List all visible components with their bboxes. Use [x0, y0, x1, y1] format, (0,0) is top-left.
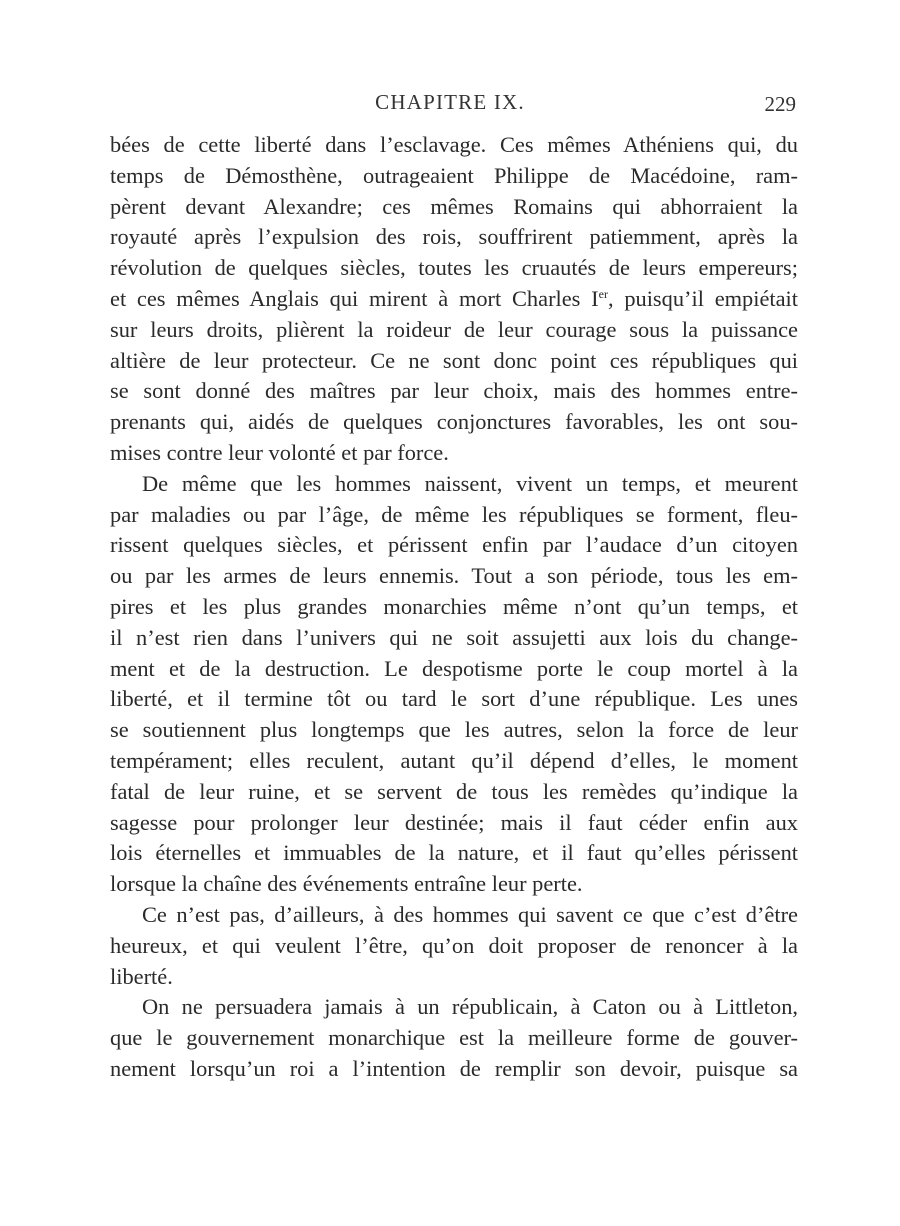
text-line: nement lorsqu’un roi a l’intention de remplir son devoir, puisque sa: [110, 1055, 798, 1081]
chapter-title: CHAPITRE IX.: [375, 90, 525, 114]
text-line: que le gouvernement monarchique est la meilleure forme de gouver-: [110, 1025, 798, 1051]
text-line: bées de cette liberté dans l’esclavage. Ces mêmes Athéniens qui, du: [110, 132, 798, 157]
text-line: heureux, et qui veulent l’être, qu’on doit proposer de renoncer à la: [110, 932, 798, 958]
paragraph-1: [110, 130, 798, 469]
text-line: pires et les plus grandes monarchies même n’ont qu’un temps, et: [110, 593, 798, 619]
text-line: lorsque la chaîne des événements entraîne leur perte.: [110, 871, 583, 897]
text-line: On ne persuadera jamais à un républicain, à Caton ou à Littleton,: [142, 994, 798, 1020]
text-line: temps de Démosthène, outrageaient Philippe de Macédoine, ram-: [110, 162, 798, 188]
ordinal-superscript: er: [598, 286, 608, 301]
text-line: Ce n’est pas, d’ailleurs, à des hommes qui savent ce que c’est d’être: [142, 901, 798, 927]
text-line: rissent quelques siècles, et périssent enfin par l’audace d’un citoyen: [110, 532, 798, 558]
text-line: fatal de leur ruine, et se servent de tous les remèdes qu’indique la: [110, 778, 798, 804]
text-line: se sont donné des maîtres par leur choix, mais des hommes entre-: [110, 378, 798, 404]
text-line: il n’est rien dans l’univers qui ne soit assujetti aux lois du change-: [110, 624, 798, 650]
text-line: par maladies ou par l’âge, de même les républiques se forment, fleu-: [110, 501, 798, 527]
text-line: sur leurs droits, plièrent la roideur de leur courage sous la puissance: [110, 316, 798, 342]
paragraph-2: [110, 469, 798, 900]
text-line: prenants qui, aidés de quelques conjonctures favorables, les ont sou-: [110, 409, 798, 435]
text-line: ou par les armes de leurs ennemis. Tout a son période, tous les em-: [110, 563, 798, 589]
paragraph-3: [110, 900, 798, 992]
text-line: pèrent devant Alexandre; ces mêmes Romains qui abhorraient la: [110, 193, 798, 219]
text-line: De même que les hommes naissent, vivent un temps, et meurent: [142, 470, 798, 496]
text-line: tempérament; elles reculent, autant qu’il dépend d’elles, le moment: [110, 747, 798, 773]
text-line-segment: et ces mêmes Anglais qui mirent à mort Charles I: [110, 285, 599, 311]
text-line: liberté.: [110, 963, 173, 989]
text-line: altière de leur protecteur. Ce ne sont donc point ces républiques qui: [110, 347, 798, 373]
text-line: mises contre leur volonté et par force.: [110, 439, 449, 465]
body-text: [110, 130, 798, 1085]
text-line: ment et de la destruction. Le despotisme porte le coup mortel à la: [110, 655, 798, 681]
running-head: [0, 90, 900, 116]
text-line: sagesse pour prolonger leur destinée; mais il faut céder enfin aux: [110, 809, 798, 835]
paragraph-4: [110, 992, 798, 1084]
text-line: liberté, et il termine tôt ou tard le sort d’une république. Les unes: [110, 686, 798, 712]
text-line-segment: , puisqu’il empiétait: [607, 285, 799, 311]
text-line: lois éternelles et immuables de la nature, et il faut qu’elles périssent: [110, 840, 798, 866]
page-number: 229: [764, 92, 796, 116]
text-line: se soutiennent plus longtemps que les autres, selon la force de leur: [110, 717, 798, 743]
text-line: royauté après l’expulsion des rois, souffrirent patiemment, après la: [110, 224, 798, 250]
text-line: [110, 284, 798, 315]
text-line: révolution de quelques siècles, toutes les cruautés de leurs empereurs;: [110, 255, 798, 281]
